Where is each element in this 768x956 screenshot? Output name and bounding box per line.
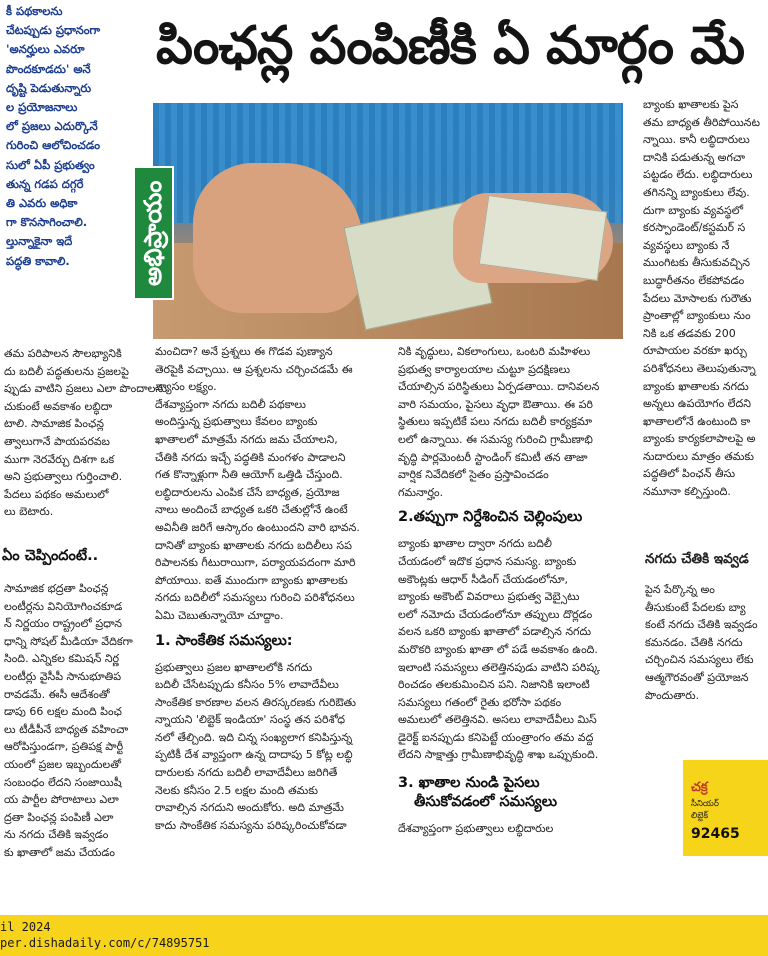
text-line: ఆత్మగౌరవంతో ప్రయోజన [645,670,749,684]
text-line: తగినన్ని బ్యాంకులు లేవు. [643,185,750,199]
text-line: లు టీడీపీనే బాధ్యత వహించా [4,722,129,736]
text-line: మంచిదా? అనే ప్రశ్నలు ఈ గొడవ పుణ్యాన [155,345,333,358]
text-line: బుద్ధారీతనం లేకపోవడం [643,273,745,287]
text-line: న్నాయి. కానీ లబ్ధిదారులు [643,133,750,147]
text-line: కంటే నగదు చేతికి ఇవ్వడం [645,618,758,632]
text-line: కరస్పాండెంట్/కస్టమర్ స [643,221,746,235]
footer-url[interactable]: per.dishadaily.com/c/74895751 [0,936,210,950]
text-line: బ్యాంకు అకౌంట్ వివరాలు ప్రభుత్వ వెబ్సైటు [398,590,580,604]
text-line: ప్రభుత్వ కార్యాలయాల చుట్టూ ప్రదక్షిణలు [398,362,571,376]
text-line: లలో ఉన్నాయి. ఈ సమస్య గురించి గ్రామీణాభి [398,432,593,446]
text-line: కీ పథకాలను [6,4,63,18]
text-line: ప్రాంతాల్లో బ్యాంకులు నుం [643,309,751,323]
text-line: పొందకూడదు' అనే [6,61,91,76]
text-line: అని ప్రభుత్వాలు గుర్తించాలి. [4,470,123,484]
text-line: లలో నమోదు చేయడంలోనూ తప్పులు దొర్లడం [398,607,593,621]
text-line: వృద్ధి పార్లమెంటరీ స్టాండింగ్ కమిటీ తన తాజా [398,450,588,464]
text-line: ప్పటికీ దేశ వ్యాప్తంగా ఉన్న దాదాపు 5 కోట్ల లబ్ధి [155,748,353,762]
text-line: చుకుంటే అవకాశం లబ్ధిదా [4,399,113,413]
text-line: సింది. ఎన్నికల కమిషన్ నిర్ణ [4,652,120,666]
text-line: దృష్టి పెడుతున్నారు [6,80,92,95]
footer-date: il 2024 [0,920,51,934]
text-line: లంటీర్లు వైసీపీ సానుభూతిప [4,669,122,683]
left-subheading: ఏం చెప్పిందంటే.. [2,548,99,564]
text-line: మరొకరి బ్యాంకు ఖాతా లో పడే అవకాశం ఉంది. [398,642,598,656]
text-line: బదిలీ చేసేటప్పుడు కనీసం 5% లావాదేవీలు [155,678,339,692]
text-line: నాలు అందించే బాధ్యత ఒకరి చేతుల్లోనే ఉంటే [155,503,348,517]
text-line: సులో ఏపీ ప్రభుత్వం [6,157,95,172]
text-line: డైరెక్ట్ ఐనప్పుడు కనిపెట్టే యంత్రాంగం తమ వద్ద [398,730,594,744]
text-line: సామాజిక భద్రతా పింఛన్ల [4,582,109,595]
text-line: నలో తేల్చింది. ఇది చిన్న సంఖ్యలాగ కనిపిస్తున్న [155,730,353,744]
text-line: దు బదిలీ పద్ధతులను ప్రజలపై [4,364,129,378]
text-line: దేశవ్యాప్తంగా నగదు బదిలీ పథకాలు [155,397,306,411]
text-line: బ్యాంకు ఖాతాలకు నగదు [643,379,749,393]
text-line: వలన ఒకరి బ్యాంకు ఖాతాలో పడాల్సిన నగదు [398,625,592,639]
text-line: బ్యాంకు కార్యకలాపాలపై అ [643,432,756,446]
column-b-text-1 [398,343,630,501]
text-line: తమ బాధ్యత తీరిపోయినట [643,115,760,129]
text-line: కమనడం. చేతికి నగదు [645,635,743,649]
text-line: ఏమి చెబుతున్నాయో చూద్దాం. [155,608,284,622]
text-line: పద్ధతిలో పింఛన్ తీసు [643,467,736,481]
column-a [155,343,383,915]
text-line: పైన పేర్కొన్న అం [645,583,715,596]
text-line: ను నగదు చేతికి ఇవ్వడం [4,828,109,842]
text-line: చేయాల్సిన పరిస్థితులు ఏర్పడతాయి. దానివలన [398,380,600,394]
text-line: అందిస్తున్న ప్రభుత్వాలు కేవలం బ్యాంకు [155,415,318,429]
text-line: న్నాయని 'లిబ్టెక్ ఇండియా' సంస్థ తన పరిశోధ [155,713,346,727]
text-line: ధాన్ని సోషల్ మీడియా వేదికగా [4,634,133,648]
section-1-heading: 1. సాంకేతిక సమస్యలు: [155,632,293,649]
text-line: ఇలాంటి సమస్యలు తలెత్తినపుడు వాటిని పరిష్క [398,660,601,674]
opinion-badge: అభిప్రాయం [133,166,174,300]
column-a-text-2 [155,659,383,835]
text-line: లంటీర్లను వినియోగించకూడ [4,599,123,613]
text-line: ఖాతాలలోనే ఉంటుంది కా [643,414,751,428]
text-line: సంబంధం లేదని సంజాయిషీ [4,775,122,789]
text-line: ల్తున్నాకైనా ఇదే [6,234,73,249]
text-line: సమస్యలు గతంలో రైతు భరోసా పథకం [398,695,562,709]
text-line: కు ఖాతాలో జమ చేయడం [4,845,115,859]
text-line: నుదారులు మాత్రం తమకు [643,449,754,463]
text-line: చర్చించిన సమస్యలు లేకు [645,653,754,667]
text-line: కాదు సాంకేతిక సమస్యను పరిష్కరించుకోవడా [155,818,347,832]
text-line: ద్రతా పింఛన్ల పంపిణీ ఎలా [4,810,114,824]
text-line: య పార్టీల పోరాటాలు ఎలా [4,793,119,807]
text-line: రూపాయల వరకూ ఖర్చు [643,344,747,358]
text-line: ఆరోపిస్తుండగా, ప్రతిపక్ష పార్టీ [4,740,124,754]
text-line: త్వాలుగానే పాయపరవబ [4,434,110,448]
text-line: దుగా బ్యాంకు వ్యవస్థలో [643,203,744,217]
text-line: ఖాతాలలో మాత్రమే నగదు జమ చేయాలని, [155,432,338,446]
text-line: లబ్ధిదారులను ఎంపిక చేసే బాధ్యత, ప్రయోజ [155,485,340,499]
text-line: దారులకు నగదు బదిలీ లావాదేవీలు జరిగితే [155,766,338,780]
column-b-text-2 [398,535,630,764]
text-line: చేతికి నగదు ఇచ్చే పద్ధతికి మంగళం పాడాలని [155,450,346,464]
text-line: లేదని సాక్షాత్తు గ్రామీణాభివృద్ధి శాఖ ఒప్పుకుంది. [398,748,599,762]
text-line: చేయడంలో ఇదొక ప్రధాన సమస్య. బ్యాంకు [398,554,577,568]
text-line: రిపాలనకు గీటురాయిగా, పర్యాయపదంగా మారి [155,556,356,570]
page-footer [0,915,768,956]
text-line: గురించి ఆలోచించడం [6,138,101,153]
photo-hand-left [193,163,363,313]
text-line: లు బెటారు. [4,505,54,519]
text-line: గమనార్హం. [398,485,444,499]
author-role: సీనియర్ [691,799,719,809]
text-line: ముంగిటకు తీసుకువచ్చిన [643,256,751,270]
left-body-text-2 [0,580,146,862]
text-line: బ్యాంకు ఖాతాల ద్వారా నగదు బదిలీ [398,537,552,551]
text-line: అన్నలు ఉపయోగం లేదని [643,397,751,411]
text-line: దానితో బ్యాంకు ఖాతాలకు నగదు బదిలీలు సప [155,538,352,552]
text-line: టాలి. సామాజిక పింఛన్ల [4,417,105,431]
text-line: తున్న గడప దగ్గరే [6,176,84,191]
text-line: పొందుతారు. [645,688,700,702]
text-line: అవినీతి జరిగే ఆస్కారం ఉంటుందని వారి భావన. [155,520,360,534]
text-line: తి ఎవరు అధికా [6,196,78,211]
text-line: పద్ధతి కావాలి. [6,253,70,268]
text-line: సాంకేతిక కారణాల వలన తిరస్కరణకు గురిఔతు [155,695,356,709]
text-line: గత కొన్నాళ్లుగా నీతి ఆయోగ్ ఒత్తిడి చేస్తుంది. [155,468,343,482]
author-phone: 92465 [691,826,740,842]
column-d-text [645,581,768,704]
text-line: వ్యాసం లక్ష్యం. [155,380,217,394]
text-line: ముగా నెరవేర్చు దిశగా ఒక [4,452,115,466]
text-line: దానికి పడుతున్న అగచా [643,150,746,164]
text-line: పేదలు పథకం అమలులో [4,487,109,501]
text-line: డాపు 66 లక్షల మంది పింఛ [4,705,122,719]
text-line: తమ పరిపాలన సౌలభ్యానికి [4,347,122,360]
text-line: వారి సమయం, పైసలు వృధా ఔతాయి. ఈ పరి [398,397,593,411]
text-line: అకౌంట్లకు ఆధార్ సీడింగ్ చేయడంలోనూ, [398,572,569,586]
text-line: నమూనా కల్పిస్తుంది. [643,485,731,499]
text-line: ల ప్రయోజనాలు [6,100,78,115]
text-line: పేదలు మోసాలకు గురౌతు [643,291,752,305]
text-line: గా కొనసాగించాలి. [6,215,88,230]
section-3-heading-line-2: తీసుకోవడంలో సమస్యలు [414,794,557,811]
text-line: వ్యవస్థలు బ్యాంకు నే [643,238,730,252]
text-line: తెరపైకి వచ్చాయి. ఆ ప్రశ్నలను చర్చించడమే ఈ [155,362,353,376]
article-headline: పింఛన్ల పంపిణీకి ఏ మార్గం మే [156,15,745,76]
column-d [645,581,768,704]
column-b [398,343,630,915]
text-line: రావాల్సిన నగదుని అందుకోరు. అది మాత్రమే [155,801,344,815]
text-line: వార్షిక నివేదికలో సైతం ప్రస్తావించడం [398,468,549,482]
author-name: చక్ర [691,780,708,795]
right-subheading: నగదు చేతికి ఇవ్వడ [645,551,749,567]
text-line: పట్టడం లేదు. లబ్ధిదారులు [643,168,753,182]
text-line: స్థితులు ఇప్పటికే పలు నగదు బదిలీ కార్యక్రమా [398,415,593,429]
text-line: 'అనర్హులు ఎవరూ [6,42,85,57]
text-line: అమలులో తలెత్తినవి. అసలు లావాదేవీలు మిస్ [398,713,597,727]
text-line: నికి ఒక తడవకు 200 [643,326,736,340]
text-line: నగదు బదిలీలో సమస్యలు గురించి పరిశోధనలు [155,591,355,605]
text-line: పరిశోధనలు తెలుపుతున్నా [643,361,756,375]
section-3-heading-line-1: 3. ఖాతాల నుండి పైసలు [398,775,540,792]
column-c-text [643,96,768,501]
text-line: చేటప్పుడు ప్రధానంగా [6,23,101,38]
text-line: తీసుకుంటే పేదలకు బ్యా [645,600,746,614]
left-body-text [0,345,167,521]
column-c [643,96,768,576]
text-line: నికి వృద్ధులు, వికలాంగులు, ఒంటరి మహిళలు [398,345,591,358]
section-2-heading: 2.తప్పుగా నిర్దేశించిన చెల్లింపులు [398,509,583,526]
column-b-text-3 [398,820,630,838]
section-3-heading [398,774,630,812]
text-line: యంలో ప్రజల ఇబ్బందులతో [4,757,121,771]
author-org: లిబ్టెక్ [691,811,709,821]
column-a-text-1 [155,343,383,625]
text-line: న్ నిర్ణయం రాష్ట్రంలో ప్రధాన [4,617,122,631]
text-line: ప్రభుత్వాలు ప్రజల ఖాతాలలోకి నగదు [155,660,313,674]
text-line: పోయాయి. ఐతే ముందుగా బ్యాంకు ఖాతాలకు [155,573,348,587]
author-box [683,760,768,856]
text-line: ప్పుడు వాటిని ప్రజలు ఎలా పొందాలను [4,382,167,396]
text-line: రావడమే. ఈసీ ఆదేశంతో [4,687,110,701]
text-line: రించడం తలకుమించిన పని. నిజానికి ఇలాంటి [398,678,590,692]
text-line: నెలకు కనీసం 2.5 లక్షల మంది తమకు [155,783,318,797]
article-photo [153,103,623,339]
text-line: బ్యాంకు ఖాతాలకు పైస [643,98,739,111]
intro-blurb [0,0,146,330]
text-line: లో ప్రజలు ఎదుర్కొనే [6,119,98,134]
text-line: దేశవ్యాప్తంగా ప్రభుత్వాలు లబ్ధిదారుల [398,822,554,836]
